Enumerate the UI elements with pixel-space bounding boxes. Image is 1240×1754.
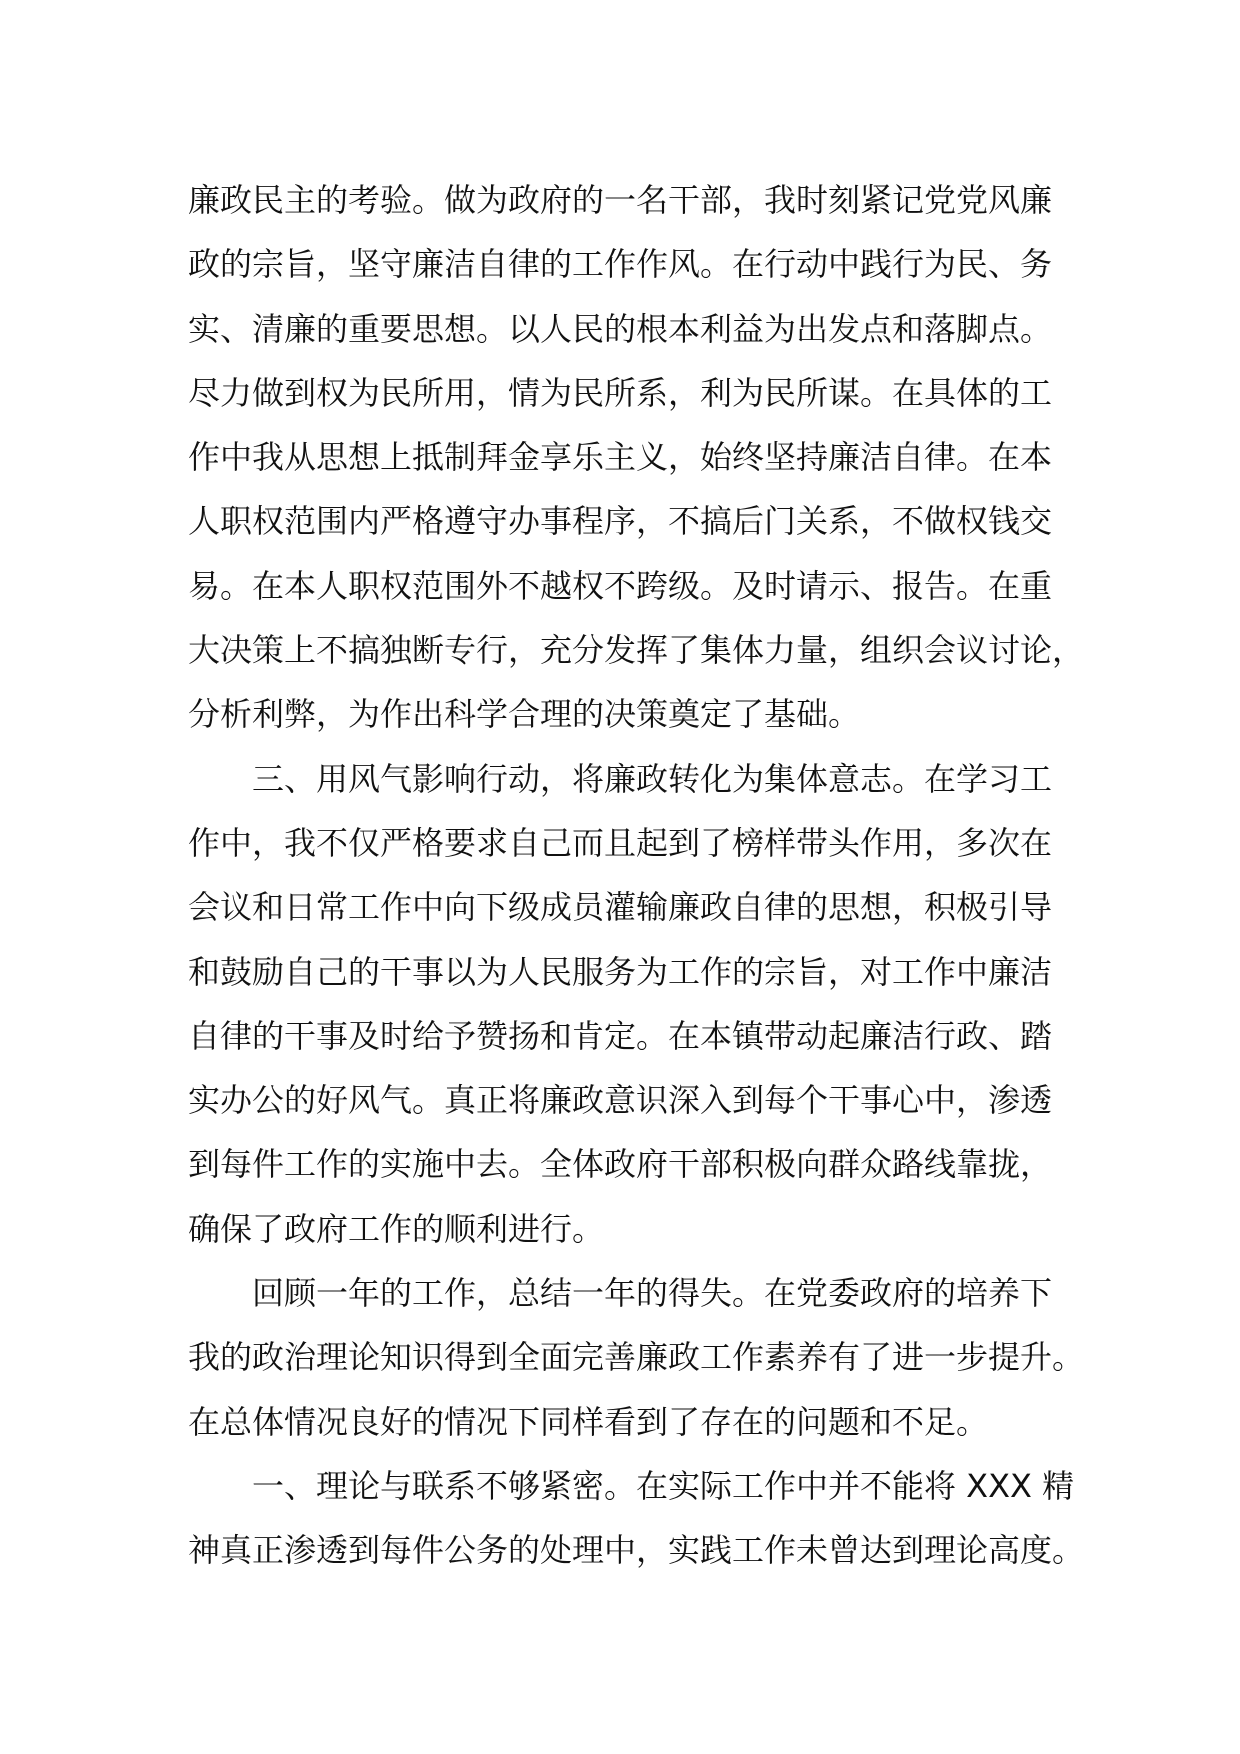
paragraph-first-line: 一、理论与联系不够紧密。在实际工作中并不能将 XXX 精 — [252, 1466, 1075, 1505]
text-line: 确保了政府工作的顺利进行。 — [188, 1209, 605, 1248]
text-line: 易。在本人职权范围外不越权不跨级。及时请示、报告。在重 — [188, 566, 1053, 605]
text-line: 我的政治理论知识得到全面完善廉政工作素养有了进一步提升。 — [188, 1338, 1085, 1377]
paragraph-first-line: 回顾一年的工作，总结一年的得失。在党委政府的培养下 — [252, 1274, 1053, 1313]
text-line: 实、清廉的重要思想。以人民的根本利益为出发点和落脚点。 — [188, 309, 1053, 348]
text-line: 神真正渗透到每件公务的处理中，实践工作未曾达到理论高度。 — [188, 1531, 1085, 1570]
text-line: 和鼓励自己的干事以为人民服务为工作的宗旨，对工作中廉洁 — [188, 952, 1053, 991]
text-line: 政的宗旨，坚守廉洁自律的工作作风。在行动中践行为民、务 — [188, 245, 1053, 284]
text-line: 自律的干事及时给予赞扬和肯定。在本镇带动起廉洁行政、踏 — [188, 1016, 1053, 1055]
document-body — [188, 168, 1088, 1583]
text-line: 尽力做到权为民所用，情为民所系，利为民所谋。在具体的工 — [188, 373, 1053, 412]
text-line: 分析利弊，为作出科学合理的决策奠定了基础。 — [188, 695, 861, 734]
text-line: 大决策上不搞独断专行，充分发挥了集体力量，组织会议讨论， — [188, 631, 1085, 670]
text-line: 会议和日常工作中向下级成员灌输廉政自律的思想，积极引导 — [188, 888, 1053, 927]
text-line: 到每件工作的实施中去。全体政府干部积极向群众路线靠拢， — [188, 1145, 1053, 1184]
text-line: 在总体情况良好的情况下同样看到了存在的问题和不足。 — [188, 1402, 989, 1441]
text-line: 廉政民主的考验。做为政府的一名干部，我时刻紧记党党风廉 — [188, 181, 1053, 219]
text-line: 作中我从思想上抵制拜金享乐主义，始终坚持廉洁自律。在本 — [188, 438, 1053, 477]
paragraph-first-line: 三、用风气影响行动，将廉政转化为集体意志。在学习工 — [252, 759, 1053, 798]
text-line: 作中，我不仅严格要求自己而且起到了榜样带头作用，多次在 — [188, 823, 1053, 862]
text-line: 实办公的好风气。真正将廉政意识深入到每个干事心中，渗透 — [188, 1081, 1053, 1120]
text-line: 人职权范围内严格遵守办事程序，不搞后门关系，不做权钱交 — [188, 502, 1053, 541]
